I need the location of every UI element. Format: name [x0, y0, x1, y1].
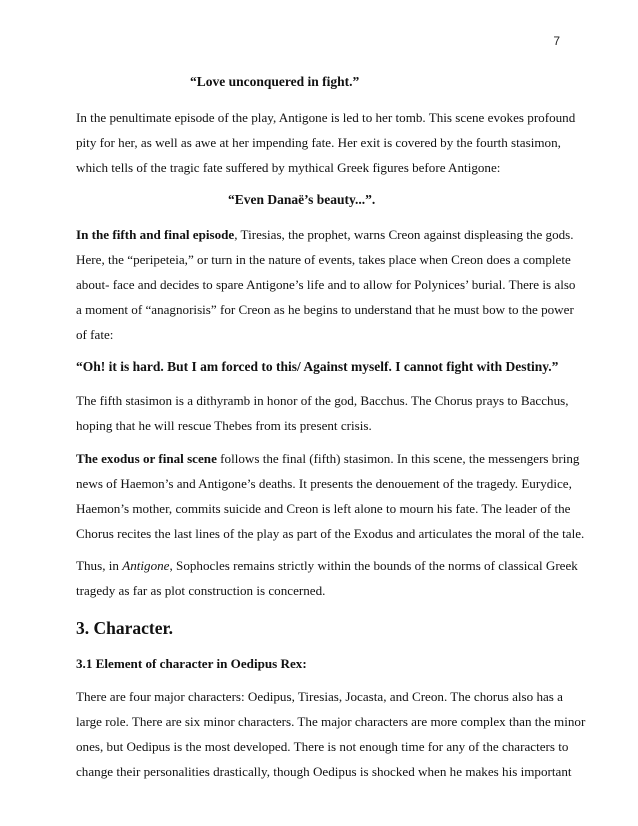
paragraph-1-line-1: In the penultimate episode of the play, Antigone is led to her tomb. This scene evokes profound: [76, 110, 576, 125]
section-heading: 3. Character.: [76, 618, 174, 638]
paragraph-6-line-4: change their personalities drastically, though Oedipus is shocked when he makes his important: [76, 764, 572, 779]
paragraph-6-line-1: There are four major characters: Oedipus, Tiresias, Jocasta, and Creon. The chorus also has a: [76, 689, 563, 704]
quote-love-unconquered: “Love unconquered in fight.”: [190, 74, 360, 89]
paragraph-4-line-3: Haemon’s mother, commits suicide and Creon is left alone to mourn his fate. The leader of the: [76, 501, 571, 516]
paragraph-1-line-2: pity for her, as well as awe at her impending fate. Her exit is covered by the fourth stasimon,: [76, 135, 561, 150]
paragraph-2-line-1-rest: , Tiresias, the prophet, warns Creon against displeasing the gods.: [234, 227, 574, 242]
paragraph-5-title-italic: Antigone: [122, 558, 170, 573]
paragraph-4-line-4: Chorus recites the last lines of the play as part of the Exodus and articulates the moral of the tale.: [76, 526, 585, 541]
paragraph-2-lead: In the fifth and final episode: [76, 227, 235, 242]
paragraph-2-line-1: [76, 227, 574, 243]
paragraph-5-line-2: tragedy as far as plot construction is concerned.: [76, 583, 326, 598]
quote-destiny: “Oh! it is hard. But I am forced to this/ Against myself. I cannot fight with Destiny.”: [76, 359, 559, 374]
paragraph-4-line-1-rest: follows the final (fifth) stasimon. In this scene, the messengers bring: [216, 451, 580, 466]
paragraph-3-line-2: hoping that he will rescue Thebes from its present crisis.: [76, 418, 372, 433]
paragraph-4-line-2: news of Haemon’s and Antigone’s deaths. It presents the denouement of the tragedy. Eurydice,: [76, 476, 572, 491]
paragraph-6-line-3: ones, but Oedipus is the most developed. There is not enough time for any of the characters to: [76, 739, 569, 754]
paragraph-3-line-1: The fifth stasimon is a dithyramb in honor of the god, Bacchus. The Chorus prays to Bacchus,: [76, 393, 569, 408]
paragraph-4-lead: The exodus or final scene: [76, 451, 217, 466]
paragraph-5-line-1-rest: , Sophocles remains strictly within the bounds of the norms of classical Greek: [169, 558, 578, 573]
quote-danae-beauty: “Even Danaë’s beauty...”.: [228, 192, 376, 207]
paragraph-1-line-3: which tells of the tragic fate suffered by mythical Greek figures before Antigone:: [76, 160, 501, 175]
subsection-heading: 3.1 Element of character in Oedipus Rex:: [76, 656, 307, 671]
page-number: 7: [553, 34, 560, 48]
paragraph-2-line-5: of fate:: [76, 327, 114, 342]
paragraph-5-line-1: [76, 558, 578, 574]
paragraph-4-line-1: [76, 451, 579, 467]
paragraph-6-line-2: large role. There are six minor characters. The major characters are more complex than the minor: [76, 714, 586, 729]
paragraph-5-prefix: Thus, in: [76, 558, 123, 573]
paragraph-2-line-4: a moment of “anagnorisis” for Creon as he begins to understand that he must bow to the power: [76, 302, 574, 317]
paragraph-2-line-2: Here, the “peripeteia,” or turn in the nature of events, takes place when Creon does a complete: [76, 252, 571, 267]
paragraph-2-line-3: about- face and decides to spare Antigone’s life and to allow for Polynices’ burial. There is also: [76, 277, 576, 292]
